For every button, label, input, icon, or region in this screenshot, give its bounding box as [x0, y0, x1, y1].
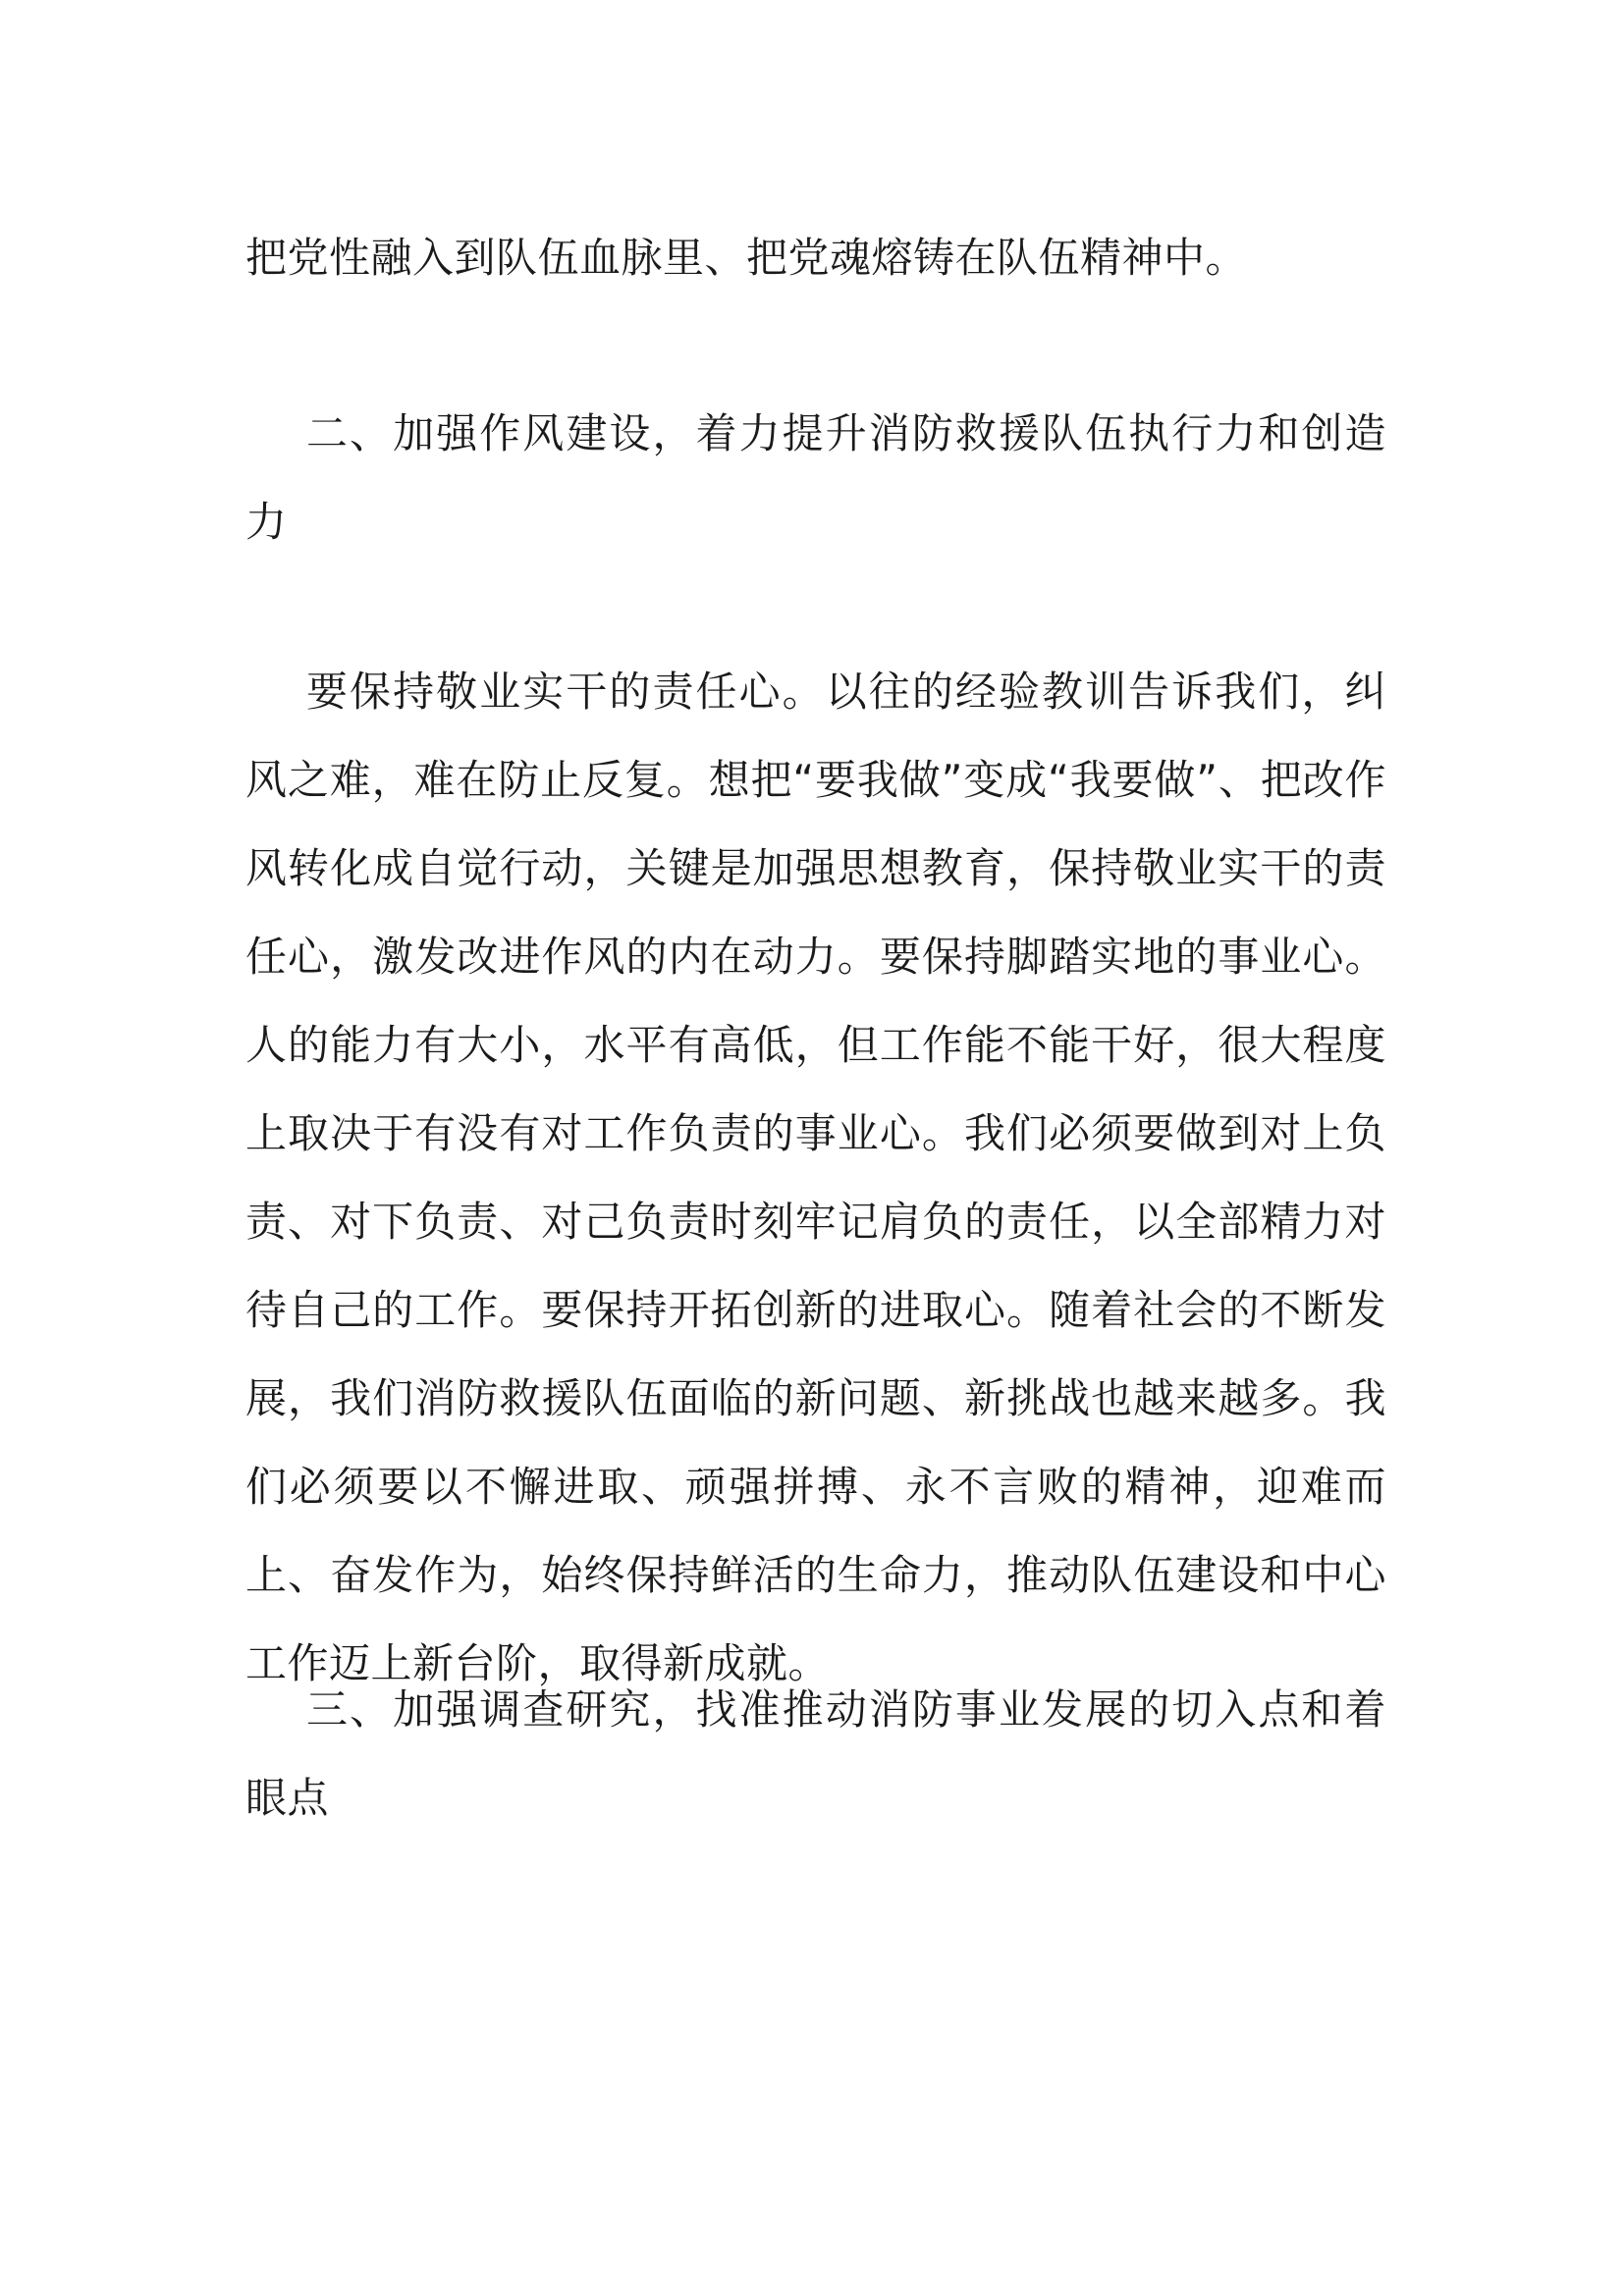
- section-heading-2: 二、加强作风建设，着力提升消防救援队伍执行力和创造力: [245, 409, 1386, 546]
- paragraph-section-2-body: 要保持敬业实干的责任心。以往的经验教训告诉我们，纠风之难，难在防止反复。想把“要我做”变成“我要做”、把改作风转化成自觉行动，关键是加强思想教育，保持敬业实干的责任心，激发改进作风的内在动力。要保持脚踏实地的事业心。人的能力有大小，水平有高低，但工作能不能干好，很大程度上取决于有没有对工作负责的事业心。我们必须要做到对上负责、对下负责、对己负责时刻牢记肩负的责任，以全部精力对待自己的工作。要保持开拓创新的进取心。随着社会的不断发展，我们消防救援队伍面临的新问题、新挑战也越来越多。我们必须要以不懈进取、顽强拼搏、永不言败的精神，迎难而上、奋发作为，始终保持鲜活的生命力，推动队伍建设和中心工作迈上新台阶，取得新成就。: [245, 667, 1386, 1687]
- section-heading-3: 三、加强调查研究，找准推动消防事业发展的切入点和着眼点: [245, 1685, 1386, 1822]
- paragraph-continuation: 把党性融入到队伍血脉里、把党魂熔铸在队伍精神中。: [245, 234, 1248, 282]
